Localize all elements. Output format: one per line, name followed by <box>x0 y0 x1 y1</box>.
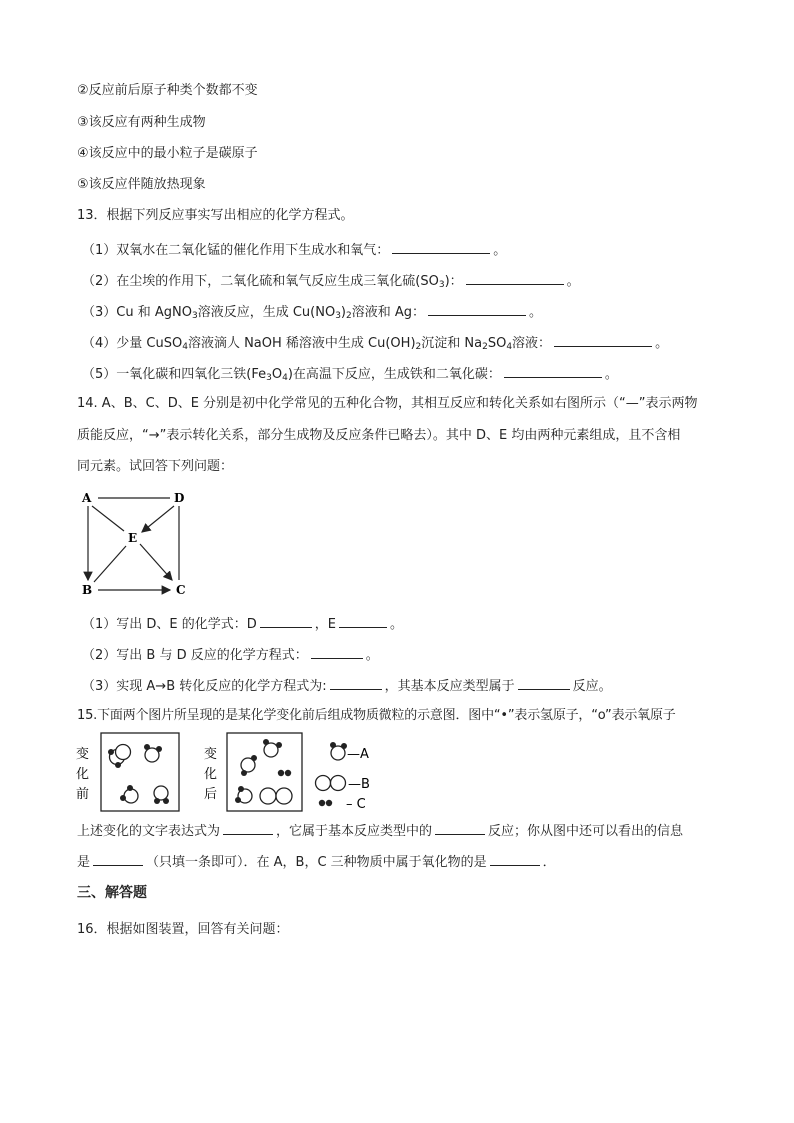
answer-blank[interactable] <box>554 333 652 347</box>
section-heading: 三、解答题 <box>77 885 147 901</box>
node-a-label: A <box>82 491 92 505</box>
statement-3: ③该反应有两种生成物 <box>77 115 206 130</box>
q13-part5: （5）一氧化碳和四氧化三铁$(Fe_3O_4)$在高温下反应，生成铁和二氧化碳： 。 <box>82 364 618 384</box>
answer-blank[interactable] <box>490 852 540 866</box>
q15-stem: 15.下面两个图片所呈现的是某化学变化前后组成物质微粒的示意图．图中“•”表示氢原子，“o”表示氧原子 <box>77 708 676 723</box>
q13-part2: （2）在尘埃的作用下，二氧化硫和氧气反应生成三氧化硫$(SO_3)$： 。 <box>82 271 580 291</box>
q14-stem-line1: 14. A、B、C、D、E 分别是初中化学常见的五种化合物，其相互反应和转化关系如右图所示（“—”表示两物 <box>77 396 698 411</box>
edge-e-b <box>94 546 126 582</box>
after-label-char-2: 化 <box>204 767 218 782</box>
before-label-char-3: 前 <box>76 787 90 802</box>
q15-particle-diagram <box>76 731 396 816</box>
legend-b <box>316 776 370 793</box>
before-label-char-2: 化 <box>76 767 90 782</box>
arrow-e-c <box>140 544 172 580</box>
q13-part1: （1）双氧水在二氧化锰的催化作用下生成水和氧气： 。 <box>82 240 506 260</box>
before-molecules <box>108 744 169 804</box>
q14-part2: （2）写出 B 与 D 反应的化学方程式： 。 <box>82 645 379 665</box>
statement-5: ⑤该反应伴随放热现象 <box>77 177 206 192</box>
answer-blank[interactable] <box>93 852 143 866</box>
legend-b-label: —B <box>348 777 370 792</box>
after-molecules <box>235 739 292 804</box>
q13-stem: 13．根据下列反应事实写出相应的化学方程式。 <box>77 208 354 223</box>
after-label-char-3: 后 <box>204 787 218 802</box>
edge-a-e <box>92 506 124 531</box>
answer-blank[interactable] <box>223 821 273 835</box>
answer-blank[interactable] <box>428 302 526 316</box>
q15-answer-line2: 是 （只填一条即可）．在 A，B，C 三种物质中属于氧化物的是 ． <box>77 852 556 872</box>
q13-part4: （4）少量 CuSO$_4$溶液滴人 NaOH 稀溶液中生成 $Cu(OH)_2$沉淀和 $Na_2SO_4$溶液： 。 <box>82 333 668 353</box>
q15-answer-line1: 上述变化的文字表达式为 ，它属于基本反应类型中的 反应；你从图中还可以看出的信息 <box>77 821 683 841</box>
node-b-label: B <box>82 583 93 597</box>
node-e-label: E <box>128 531 138 545</box>
q14-part1: （1）写出 D、E 的化学式：D ，E 。 <box>82 614 403 634</box>
after-label <box>204 746 217 802</box>
q14-part3: （3）实现 A→B 转化反应的化学方程式为: ，其基本反应类型属于 反应。 <box>82 676 612 696</box>
answer-blank[interactable] <box>504 364 602 378</box>
answer-blank[interactable] <box>435 821 485 835</box>
answer-blank[interactable] <box>311 645 363 659</box>
answer-blank[interactable] <box>518 676 570 690</box>
q16-stem: 16．根据如图装置，回答有关问题： <box>77 922 289 937</box>
node-d-label: D <box>174 491 185 505</box>
q14-stem-line3: 同元素。试回答下列问题： <box>77 459 234 474</box>
answer-blank[interactable] <box>466 271 564 285</box>
legend-c <box>319 797 366 812</box>
answer-blank-d[interactable] <box>260 614 312 628</box>
answer-blank[interactable] <box>392 240 490 254</box>
statement-2: ②反应前后原子种类个数都不变 <box>77 83 258 98</box>
answer-blank[interactable] <box>330 676 382 690</box>
legend-a <box>330 742 369 762</box>
after-label-char-1: 变 <box>204 747 218 762</box>
q14-stem-line2: 质能反应，“→”表示转化关系，部分生成物及反应条件已略去）。其中 D、E 均由两种元素组成，且不含相 <box>77 428 681 443</box>
before-label <box>76 746 89 802</box>
arrow-d-e <box>142 506 174 532</box>
legend-a-label: —A <box>347 747 369 762</box>
q13-part3: （3）Cu 和 AgNO$_3$溶液反应，生成 $Cu(NO_3)_2$溶液和 Ag： 。 <box>82 302 542 322</box>
statement-4: ④该反应中的最小粒子是碳原子 <box>77 146 258 161</box>
before-label-char-1: 变 <box>76 747 90 762</box>
legend-c-label: – C <box>346 797 366 812</box>
node-c-label: C <box>176 583 186 597</box>
q14-relation-diagram <box>78 488 196 600</box>
answer-blank-e[interactable] <box>339 614 387 628</box>
